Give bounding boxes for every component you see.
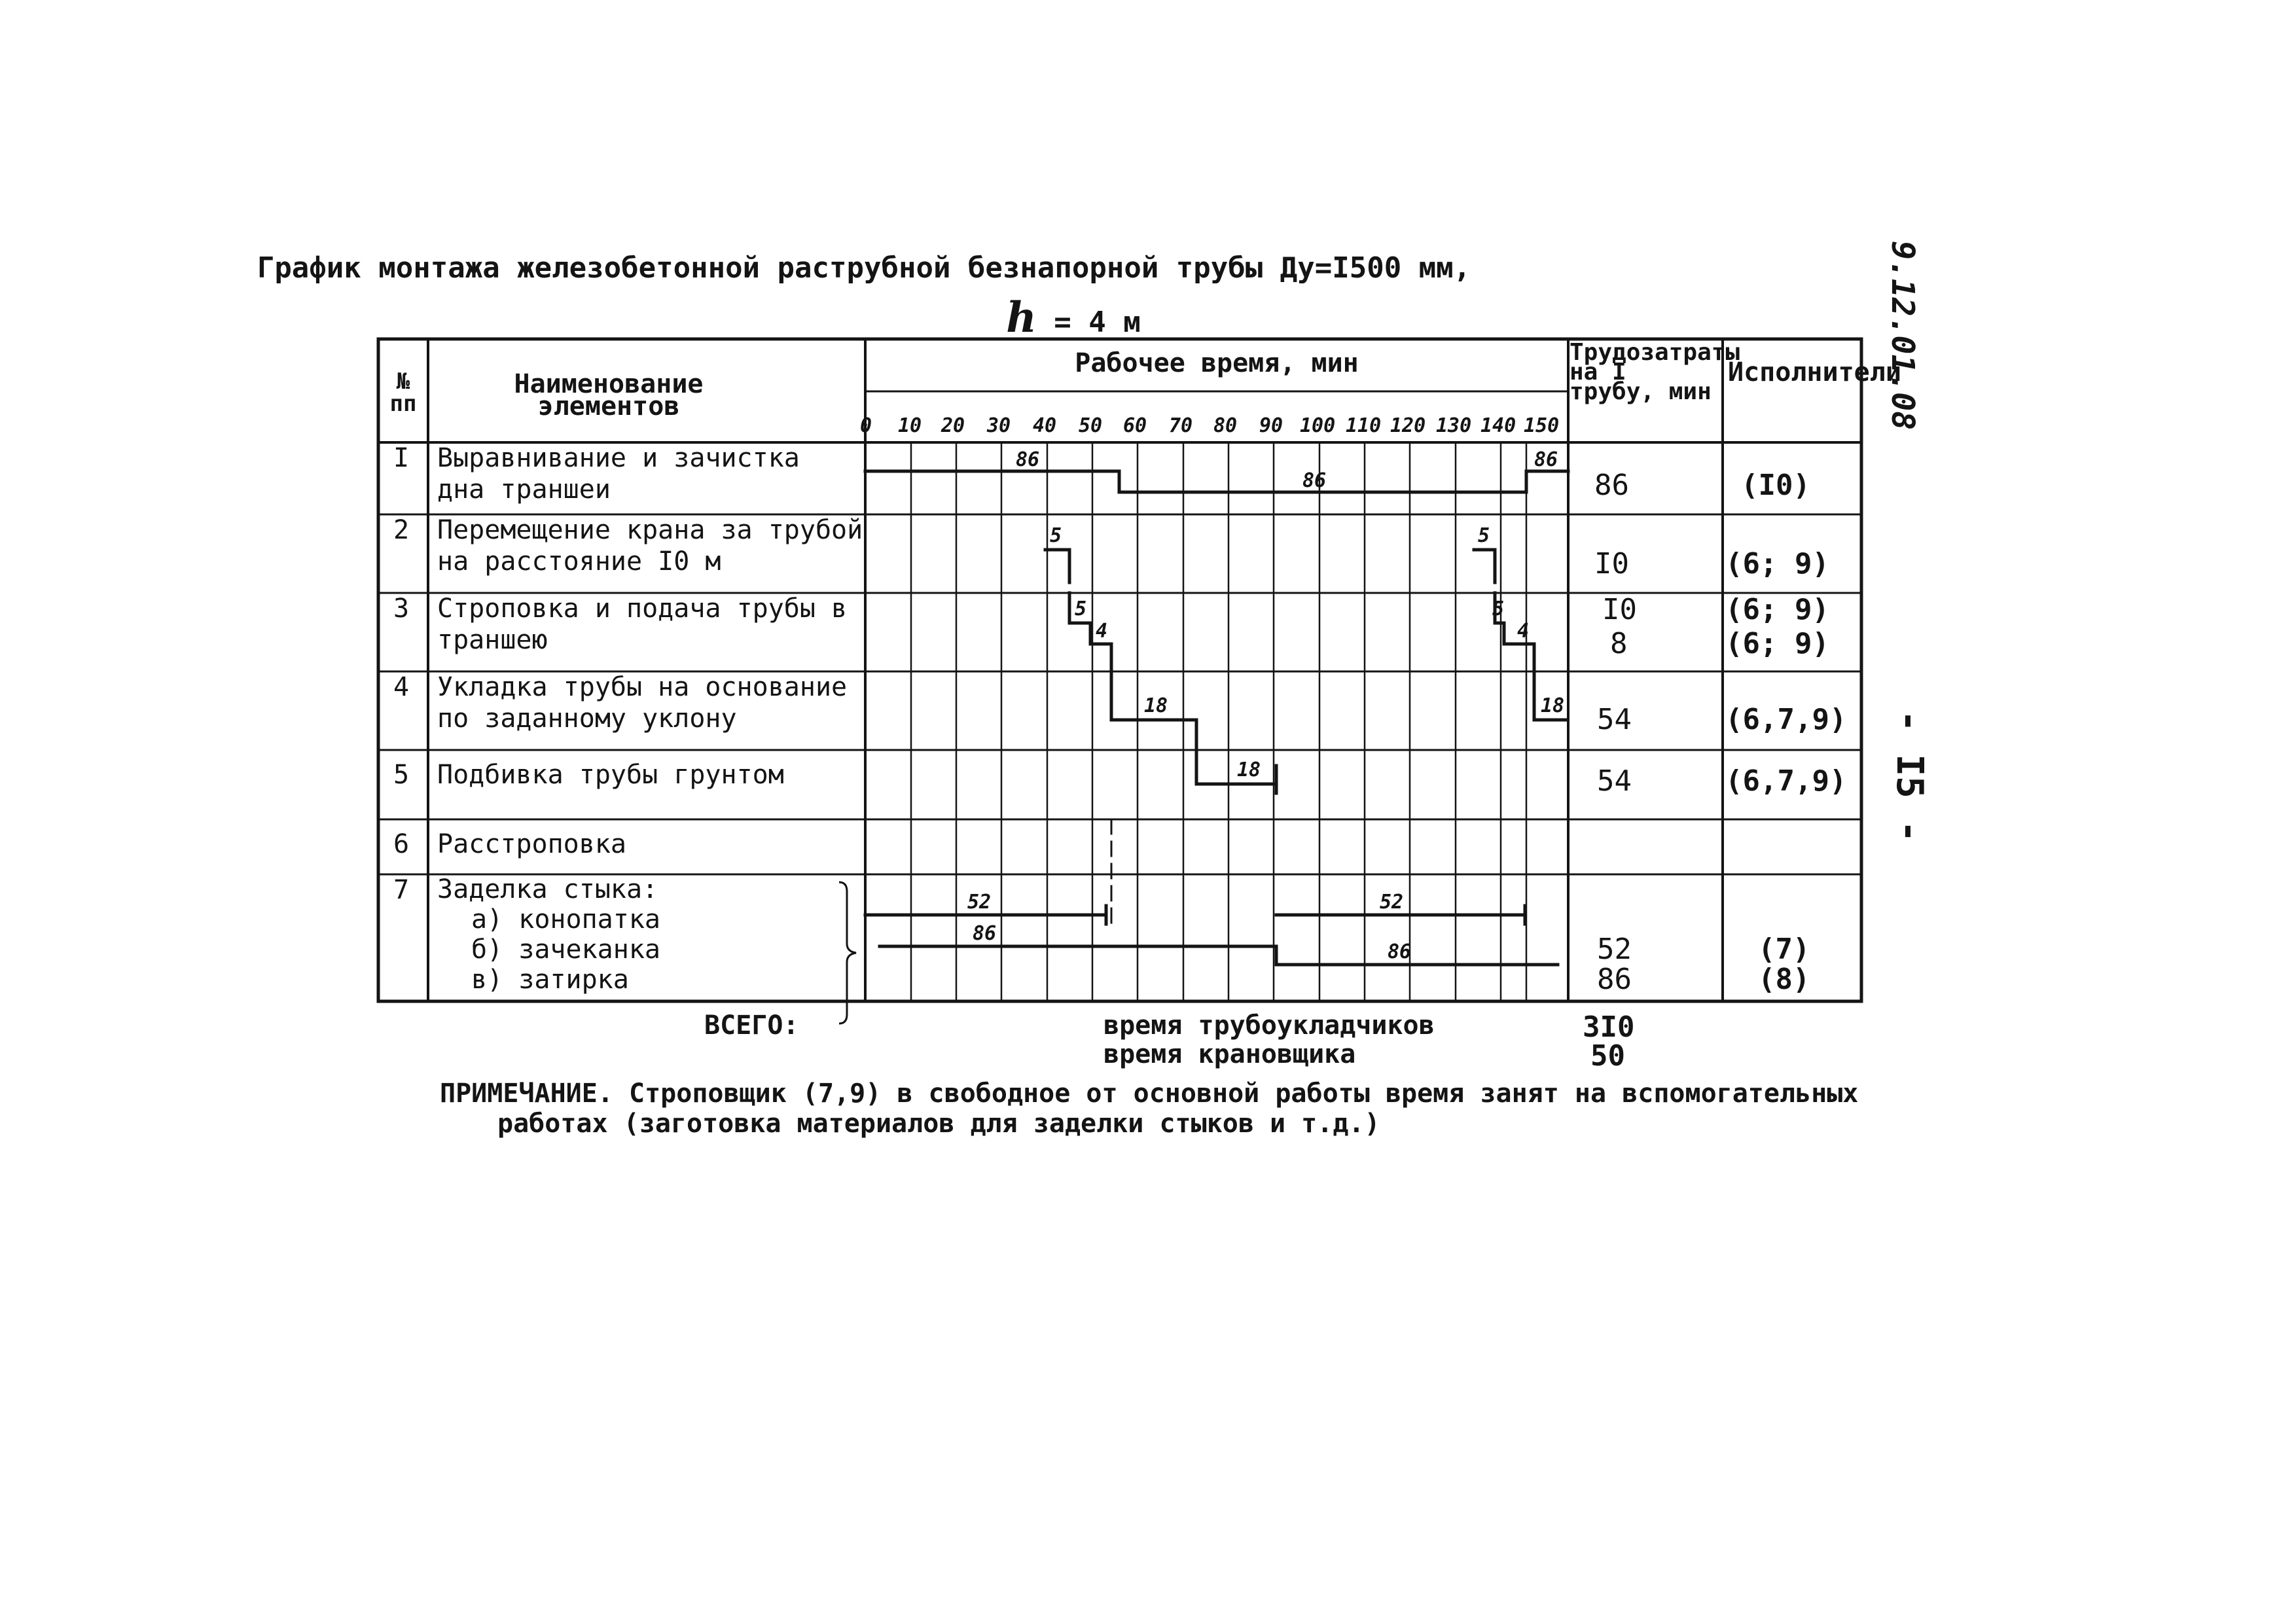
row-3-performers-line: (6; 9) (1725, 593, 1829, 626)
time-tick: 80 (1213, 414, 1238, 437)
time-tick: 130 (1436, 414, 1472, 437)
row-2-performers: (6; 9) (1725, 547, 1829, 580)
row-1-labor: 86 (1594, 469, 1629, 502)
document-number: 9.12.01.08 (1884, 241, 1921, 430)
row-1-performers: (I0) (1741, 469, 1810, 502)
bar-label: 86 (1388, 940, 1412, 963)
time-tick: 10 (898, 414, 922, 437)
bar-label: 86 (973, 922, 997, 945)
row-1-num: I (393, 443, 410, 473)
header-labor: Трудозатраты на I трубу, мин (1570, 339, 1740, 405)
bar-label: 86 (1016, 448, 1040, 471)
header-num: № пп (389, 368, 417, 417)
row-4-name-line: по заданному уклону (437, 704, 737, 734)
bar-r3-b (1090, 644, 1111, 671)
totals-item-label: время трубоукладчиков (1103, 1010, 1435, 1041)
bar-label: 52 (1380, 891, 1404, 914)
row-4-performers: (6,7,9) (1725, 703, 1847, 736)
row-3-labor (1602, 593, 1637, 661)
row-3-labor-line: 8 (1610, 627, 1628, 660)
row-3-name-line: траншею (437, 625, 548, 655)
totals-label: ВСЕГО: (704, 1010, 799, 1041)
row-2-name-line: на расстояние I0 м (437, 546, 721, 577)
time-tick: 50 (1079, 414, 1103, 437)
row-4-name-line: Укладка трубы на основание (437, 672, 848, 702)
depth-value: = 4 м (1054, 306, 1141, 339)
time-tick: 70 (1169, 414, 1193, 437)
row-3-performers (1725, 593, 1829, 661)
depth-symbol: h (1006, 293, 1037, 342)
header-performers: Исполнители (1728, 357, 1901, 387)
bar-label: 86 (1302, 469, 1327, 492)
time-tick: 40 (1033, 414, 1057, 437)
row-1-name-line: дна траншеи (437, 474, 611, 505)
time-tick: 150 (1524, 414, 1560, 437)
bar-label: 5 (1478, 524, 1490, 547)
row-4-name (437, 671, 847, 734)
row-5-performers: (6,7,9) (1725, 764, 1847, 798)
bar-r1-a (865, 471, 1568, 492)
row-7-performers-line: (8) (1758, 963, 1810, 996)
row-1-name-line: Выравнивание и зачистка (437, 443, 800, 473)
row-7-labor-line: 52 (1597, 933, 1632, 966)
chart-title: График монтажа железобетонной раструбной безнапорной трубы Ду=I500 мм, (257, 251, 1471, 285)
time-tick: 100 (1300, 414, 1336, 437)
row-2-name-line: Перемещение крана за трубой (437, 515, 863, 545)
row-6-num: 6 (393, 829, 410, 859)
time-tick: 0 (860, 414, 872, 437)
bar-label: 18 (1237, 758, 1261, 781)
row-7-num: 7 (393, 875, 410, 905)
row-7-name-line: б) зачеканка (471, 935, 660, 965)
bar-r5-a (1196, 750, 1276, 784)
bar-label: 4 (1517, 620, 1530, 643)
row-6-name: Расстроповка (437, 829, 626, 859)
row-1-name (437, 442, 800, 505)
row-5-labor: 54 (1597, 764, 1632, 798)
bar-r3-d (1504, 644, 1534, 671)
bar-label: 86 (1534, 448, 1558, 471)
bar-r2-a (1045, 550, 1069, 582)
time-tick: 20 (941, 414, 965, 437)
row-5-name: Подбивка трубы грунтом (437, 760, 784, 790)
row-3-performers-line: (6; 9) (1725, 627, 1829, 660)
row-7-labor (1597, 935, 1632, 995)
row-3-labor-line: I0 (1602, 593, 1637, 626)
row-4-num: 4 (393, 672, 410, 702)
row-3-num: 3 (393, 594, 410, 624)
row-2-num: 2 (393, 515, 410, 545)
time-tick: 120 (1390, 414, 1426, 437)
header-name: Наименование элементов (514, 369, 704, 421)
row-3-name (437, 593, 847, 656)
row-7-name-line: Заделка стыка: (437, 874, 658, 904)
row-7-name-line: а) конопатка (471, 904, 660, 935)
row-2-labor: I0 (1594, 547, 1629, 580)
bar-label: 5 (1075, 597, 1087, 620)
totals-item-value: 50 (1590, 1039, 1625, 1073)
bar-label: 52 (967, 891, 992, 914)
row-7-labor-line: 86 (1597, 963, 1632, 996)
time-tick: 140 (1480, 414, 1516, 437)
header-time: Рабочее время, мин (1075, 348, 1359, 378)
bar-label: 5 (1050, 524, 1062, 547)
totals-item-label: время крановщика (1103, 1039, 1356, 1069)
row-7-performers-line: (7) (1758, 933, 1810, 966)
row-2-name (437, 514, 863, 577)
page-number: - I5 - (1888, 710, 1931, 843)
bar-label: 18 (1541, 694, 1565, 717)
row-3-name-line: Строповка и подача трубы в (437, 594, 848, 624)
row-7-name-line: в) затирка (471, 965, 629, 995)
totals-item-value: 3I0 (1583, 1010, 1635, 1044)
time-tick: 90 (1259, 414, 1283, 437)
footnote-line: работах (заготовка материалов для заделки стыков и т.д.) (497, 1109, 1380, 1139)
time-tick: 30 (987, 414, 1011, 437)
bar-label: 5 (1492, 597, 1505, 620)
row-7-name (437, 874, 660, 995)
footnote (440, 1079, 1858, 1139)
bar-label: 18 (1144, 694, 1168, 717)
time-tick: 110 (1346, 414, 1382, 437)
row-7-performers (1758, 935, 1810, 995)
time-tick: 60 (1123, 414, 1147, 437)
bar-r2-b (1474, 550, 1495, 582)
row-4-labor: 54 (1597, 703, 1632, 736)
bar-label: 4 (1096, 620, 1108, 643)
footnote-line: ПРИМЕЧАНИЕ. Строповщик (7,9) в свободное от основной работы время занят на вспомогательных (440, 1079, 1859, 1109)
row-5-num: 5 (393, 760, 410, 790)
